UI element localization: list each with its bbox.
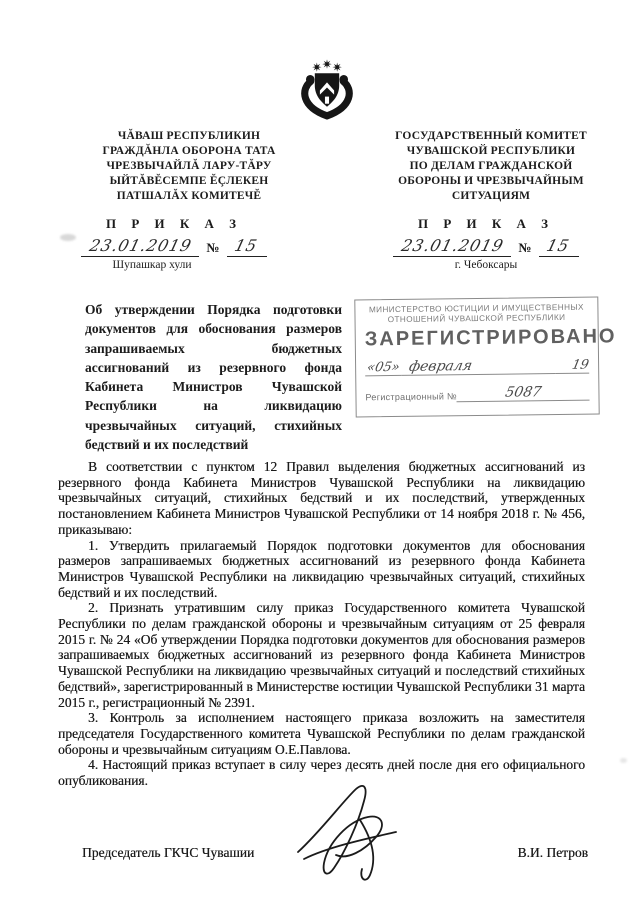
- registration-stamp: [354, 297, 617, 418]
- stamp-org-line: МИНИСТЕРСТВО ЮСТИЦИИ И ИМУЩЕСТВЕННЫХ: [368, 302, 584, 315]
- order-date-number-line: [388, 233, 584, 257]
- body-paragraph-item3: 3. Контроль за исполнением настоящего приказа возложить на заместителя председателя Государственного комитета Чувашской Республики по делам гражданской обороны и чрезвычайным ситуациям О.Е.Павлова.: [58, 710, 585, 757]
- org-line: ПАТШАЛĂХ КОМИТЕЧĔ: [116, 190, 262, 202]
- chuvash-coat-of-arms-icon: [297, 59, 357, 122]
- order-block-chuvash: [76, 216, 272, 271]
- handwritten-stamp-day: «05»: [365, 359, 402, 376]
- signature-icon: [288, 782, 413, 887]
- org-line: ЧĂВАШ РЕСПУБЛИКИН: [117, 130, 261, 142]
- org-line: ПО ДЕЛАМ ГРАЖДАНСКОЙ: [409, 160, 573, 172]
- org-line: ОБОРОНЫ И ЧРЕЗВЫЧАЙНЫМ: [398, 175, 584, 187]
- org-line: ГРАЖДĂНЛА ОБОРОНА ТАТА: [102, 145, 276, 157]
- order-heading: П Р И К А З: [105, 216, 243, 231]
- stamp-day-underline: [365, 359, 402, 376]
- body-paragraph-item2: 2. Признать утратившим силу приказ Государственного комитета Чувашской Республики по делам гражданской обороны и чрезвычайным ситуациям от 25 февраля 2015 г. № 24 «Об утверждении Порядка подготовки документов для обоснования размеров запрашиваемых бюджетных ассигнований из резервного фонда Кабинета Министров Чувашской Республики на ликвидацию чрезвычайных ситуаций и последствий стихийных бедствий», зарегистрированный в Министерстве юстиции Чувашской Республики 31 марта 2015 г., регистрационный № 2391.: [58, 600, 585, 710]
- number-sign: №: [206, 240, 220, 255]
- signer-position: Председатель ГКЧС Чувашии: [82, 845, 255, 860]
- handwritten-stamp-month: февраля: [407, 358, 475, 375]
- order-date-underline: [393, 237, 511, 257]
- body-paragraph-item4: 4. Настоящий приказ вступает в силу через десять дней после дня его официального опубликования.: [58, 757, 585, 789]
- body-paragraph-item1: 1. Утвердить прилагаемый Порядок подготовки документов для обоснования размеров запрашиваемых бюджетных ассигнований из резервного фонда Кабинета Министров Чувашской Республики на ликвидацию чрезвычайных ситуаций, стихийных бедствий и их последствий.: [58, 537, 585, 600]
- handwritten-number: 15: [232, 236, 261, 255]
- scan-speck: [620, 758, 627, 763]
- stamp-date-line: [365, 354, 589, 377]
- body-paragraph-intro: В соответствии с пунктом 12 Правил выделения бюджетных ассигнований из резервного фонда Кабинета Министров Чувашской Республики на ликвидацию чрезвычайных ситуаций, стихийных бедствий и их последствий, утвержденных постановлением Кабинета Министров Чувашской Республики от 14 ноября 2018 г. № 456, приказываю:: [58, 459, 585, 537]
- signer-name: В.И. Петров: [517, 845, 588, 860]
- stamp-registration-line: [365, 383, 589, 404]
- scan-speck: [60, 234, 76, 241]
- handwritten-date: 23.01.2019: [87, 236, 194, 255]
- org-line: ГОСУДАРСТВЕННЫЙ КОМИТЕТ: [395, 130, 587, 142]
- order-heading: П Р И К А З: [417, 216, 555, 231]
- number-sign: №: [518, 240, 532, 255]
- stamp-registered-label: ЗАРЕГИСТРИРОВАНО: [364, 325, 617, 351]
- stamp-reg-label: Регистрационный №: [365, 391, 457, 403]
- order-number-underline: [227, 237, 267, 257]
- stamp-year-underline: [555, 357, 589, 374]
- org-name-russian: [392, 129, 590, 204]
- order-date-underline: [81, 237, 199, 257]
- order-date-number-line: [76, 233, 272, 257]
- org-line: ЫЙТĂВĔСЕМПЕ ĔÇЛЕКЕН: [109, 175, 269, 187]
- stamp-org-line: ОТНОШЕНИЙ ЧУВАШСКОЙ РЕСПУБЛИКИ: [387, 312, 566, 325]
- place-label: Шупашкар хули: [112, 259, 192, 271]
- stamp-month-underline: [401, 356, 555, 376]
- order-block-russian: [388, 216, 584, 271]
- org-line: СИТУАЦИЯМ: [451, 190, 531, 202]
- org-name-chuvash: [88, 129, 290, 204]
- org-line: ЧУВАШСКОЙ РЕСПУБЛИКИ: [406, 145, 576, 157]
- org-line: ЧРЕЗВЫЧАЙЛĂ ЛАРУ-ТĂРУ: [106, 160, 272, 172]
- stamp-reg-number-underline: [457, 383, 590, 403]
- order-number-underline: [539, 237, 579, 257]
- order-body: [58, 459, 585, 789]
- handwritten-number: 15: [544, 236, 573, 255]
- handwritten-reg-number: 5087: [503, 384, 543, 401]
- handwritten-stamp-year: 19: [571, 357, 591, 373]
- handwritten-date: 23.01.2019: [399, 236, 506, 255]
- order-subject: Об утверждении Порядка подготовки документов для обоснования размеров запрашиваемых бюджетных ассигнований из резервного фонда Кабинета Министров Чувашской Республики на ликвидацию чрезвычайных ситуаций, стихийных бедствий и их последствий: [85, 302, 342, 453]
- place-label: г. Чебоксары: [454, 259, 518, 271]
